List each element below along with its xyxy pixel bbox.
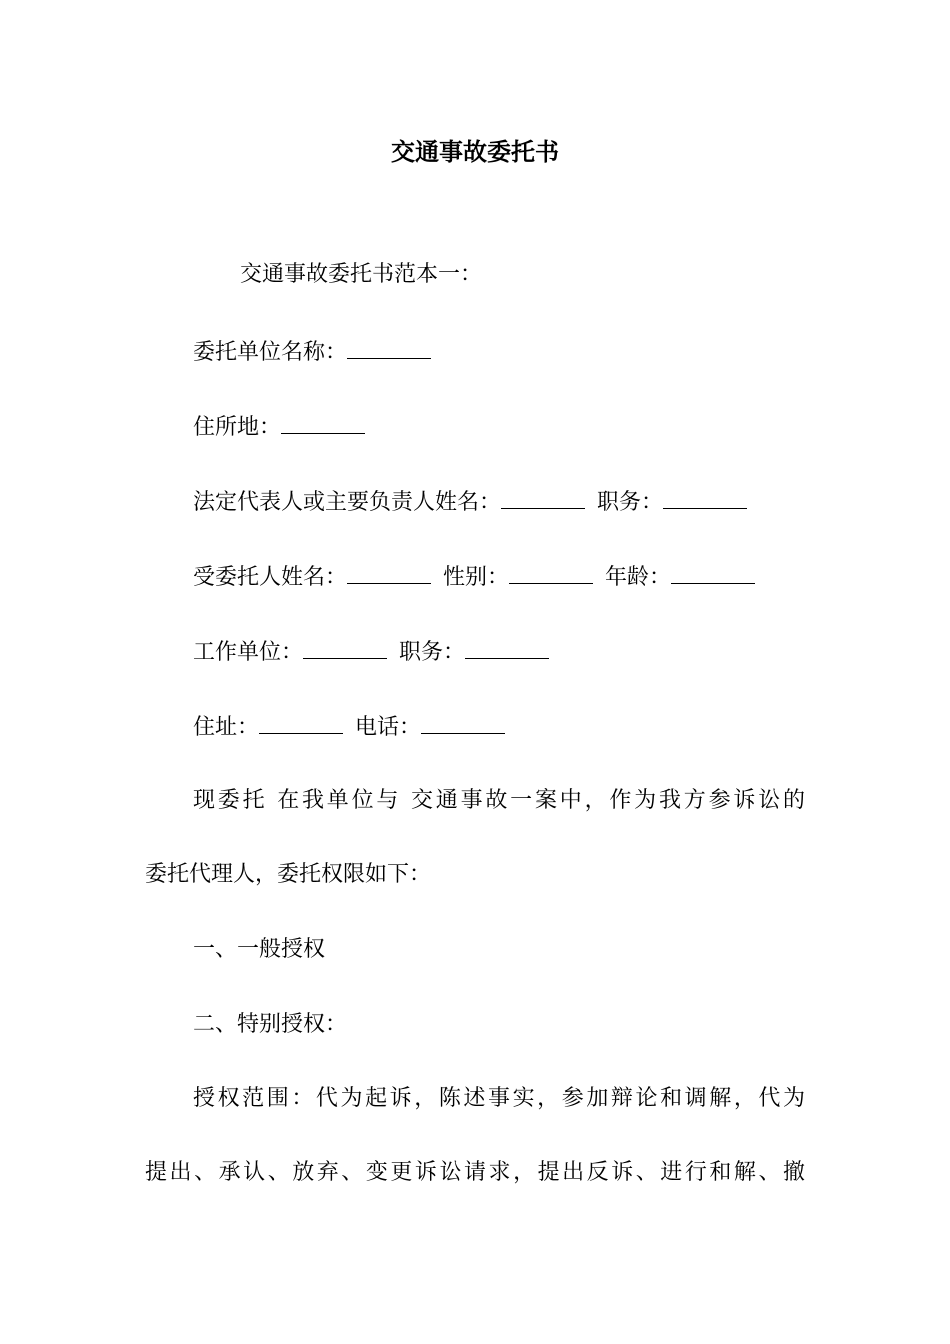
position-blank [663, 486, 747, 509]
special-authorization-item: 二、特别授权： [193, 1012, 348, 1037]
phone-label: 电话： [355, 715, 422, 740]
legal-rep-line [193, 486, 747, 518]
paragraph-1-line-1: 现委托 在我单位与 交通事故一案中，作为我方参诉讼的 [193, 788, 805, 813]
work-unit-label: 工作单位： [193, 640, 304, 665]
paragraph-1-line-2: 委托代理人，委托权限如下： [145, 862, 432, 887]
unit-name-label: 委托单位名称： [193, 340, 348, 365]
general-authorization-item: 一、一般授权 [193, 937, 326, 962]
address-line [193, 411, 365, 443]
work-unit-line [193, 636, 549, 668]
legal-rep-label: 法定代表人或主要负责人姓名： [193, 490, 502, 515]
gender-label: 性别： [443, 565, 510, 590]
unit-name-blank [347, 336, 431, 359]
residence-blank [259, 711, 343, 734]
work-unit-blank [303, 636, 387, 659]
address-label: 住所地： [193, 415, 282, 440]
position2-blank [465, 636, 549, 659]
age-blank [671, 561, 755, 584]
document-title: 交通事故委托书 [391, 137, 559, 166]
unit-name-line [193, 336, 431, 368]
phone-blank [421, 711, 505, 734]
address-blank [281, 411, 365, 434]
legal-rep-blank [501, 486, 585, 509]
paragraph-2-line-2: 提出、承认、放弃、变更诉讼请求，提出反诉、进行和解、撤 [145, 1160, 805, 1185]
position2-label: 职务： [399, 640, 466, 665]
agent-line [193, 561, 755, 593]
intro-line: 交通事故委托书范本一： [240, 262, 483, 287]
gender-blank [509, 561, 593, 584]
paragraph-2-line-1: 授权范围：代为起诉，陈述事实，参加辩论和调解，代为 [193, 1086, 805, 1111]
agent-name-label: 受委托人姓名： [193, 565, 348, 590]
residence-line [193, 711, 505, 743]
residence-label: 住址： [193, 715, 260, 740]
position-label: 职务： [597, 490, 664, 515]
age-label: 年龄： [605, 565, 672, 590]
agent-name-blank [347, 561, 431, 584]
